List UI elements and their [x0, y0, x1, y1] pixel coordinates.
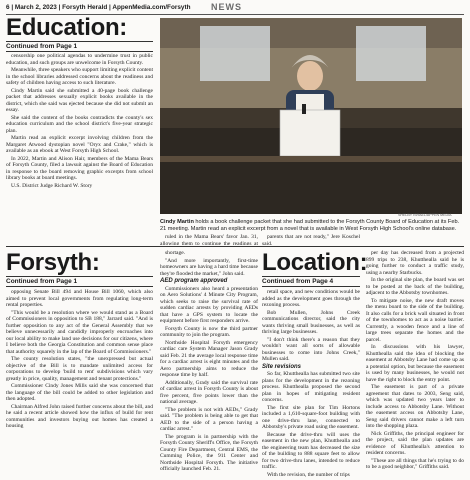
meeting-photo	[160, 18, 462, 214]
education-continued: Continued from Page 1	[6, 41, 153, 52]
paragraph: Commissioner Cindy Jones Mills said she was concerned that the language of the bill could be added to other legislation and then adopted.	[6, 383, 153, 402]
paragraph: Chairman Alfred John raised further concerns about the bill, and he said a recent article showed how the influx of build for rent communities and investors buying out homes has created a housing	[6, 403, 153, 429]
paragraph: "This would be a resolution where we would stand as a Board of Commissioners in opposition to SB 188," Jarrard said. "And is further opposition to any act of the General Assembly that we believe unnecessarily and candidly improperly encroaches into our local ability to make land use decisions for our citizens, where I believe both the Georgia Constitution and common sense place that authority squarely in the lap of the Board of Commissioners."	[6, 309, 153, 355]
paragraph: To mitigate noise, the new draft moves the menu board to the side of the building. It also calls for a brick wall situated in front of the townhomes to act as a noise barrier. Currently, a wooden fence and a line of large trees separate the homes and the parcel.	[366, 297, 464, 343]
paragraph: Because the drive-thru will uses the easement in the new plan, Khutthealla and the engineering team has decreased the size of the building to 888 square feet to allow for two drive-thru lanes, intended to reduce traffic.	[262, 431, 360, 470]
paragraph: The easement is part of a private agreement that dates to 2003, Seng said, which was updated two years later to include access to Abbotsby Lane. Without the easement access on Abbotsby Lane, Seng said drivers cannot make a left turn into the shopping plaza.	[366, 384, 464, 429]
paragraph: censorship one political agendas to undermine trust in public education, and such groups are unwelcome in Forsyth County.	[6, 53, 153, 66]
forsyth-headline: Forsyth:	[6, 249, 100, 276]
paragraph: She said the content of the books contradicts the county's sex education curriculum and the school district's five-year strategic plan.	[6, 114, 153, 134]
location-headline: Location:	[262, 249, 368, 276]
paragraph: "And more importantly, first-time homeowners are having a hard time because they're flooded the market," John said.	[160, 257, 258, 277]
education-col1	[6, 53, 153, 246]
section-divider	[6, 246, 464, 247]
location-col1	[262, 289, 360, 480]
paragraph: "The problem is not with AEDs," Grady said. "The problem is being able to get that AED to the side of a person having a cardiac arrest."	[160, 406, 258, 432]
subhead-aed: AED program approved	[160, 278, 228, 284]
paragraph: Bob Mullen, Johns Creek communications director, said the city wants thriving small businesses, as well as thriving large businesses.	[262, 309, 360, 335]
education-col3	[262, 234, 360, 245]
paragraph: ruled in the Mama Bears' favor Jan. 31, allowing them to continue the readings at	[160, 234, 258, 245]
education-headline: Education:	[6, 14, 127, 41]
forsyth-col1	[6, 289, 153, 480]
caption-name: Cindy Martin	[160, 219, 194, 225]
paragraph: Forsyth County is now the third partner community to join the program.	[160, 325, 258, 338]
folio-line: 6 | March 2, 2023 | Forsyth Herald | AppenMedia.com/Forsyth	[6, 4, 191, 11]
paragraph: Martin read an explicit excerpt involving children from the Margaret Atwood dystopian novel "Oryx and Crake," which is available as an ebook at West Forsyth High School.	[6, 135, 153, 154]
photo-caption	[160, 219, 462, 232]
paragraph: "I don't think there's a reason that they wouldn't want all sorts of allowable businesses to come into Johns Creek," Mullen said.	[262, 336, 360, 362]
location-continued: Continued from Page 4	[262, 276, 360, 287]
paragraph: In discussions with his lawyer, Khutthealla said the idea of blocking the easement at Abbotsby Lane had come up as a potential option, but because the easement is used by many businesses, he would not have the right to block the entry point.	[366, 344, 464, 383]
caption-text: holds a book challenge packet that she had submitted to the Forsyth County Board of Education at its Feb. 21 meeting. Martin read an explicit excerpt from a novel that is available in West Forsyth High School's online database.	[160, 219, 460, 232]
paragraph: In 2022, Martin and Alison Hair, members of the Mama Bears of Forsyth County, filed a lawsuit against the Board of Education in response to the board removing graphic excerpts from school library books at board meetings.	[6, 155, 153, 181]
paragraph: Cindy Martin said she submitted a 40-page book challenge packet that addresses sexually explicit books available in the district, which she said was ejected because she did not submit an essay.	[6, 87, 153, 113]
education-col2	[160, 234, 258, 245]
forsyth-col2	[160, 250, 258, 480]
paragraph: With the revision, the number of trips	[267, 471, 350, 478]
paragraph: "These are all things that he's trying to do to be a good neighbor," Griffiths said.	[366, 457, 464, 470]
paragraph: U.S. District Judge Richard W. Story	[11, 182, 93, 189]
subhead-site-revisions: Site revisions	[262, 363, 302, 370]
section-label: NEWS	[211, 2, 242, 12]
paragraph: Additionally, Grady said the survival rate of cardiac arrest in Forsyth County is about five percent, five points lower than the national average.	[160, 379, 258, 405]
paragraph: per day has decreased from a projected 899 trips to 238, Khutthealla said he is going further to conduct a traffic study, using a nearby Starbucks.	[366, 250, 464, 276]
paragraph: Meanwhile, three speakers who support limiting explicit content in the school libraries addressed concerns about the readiness and safety of children having access to such literature.	[6, 67, 153, 86]
photo-credit: SHELBY ISRAEL/APPEN MEDIA	[398, 213, 452, 217]
paragraph: The county resolution states, "the unexpressed but actual objective of the Bill is to mandate unlimited access for corporations to develop 'build to rent' subdivisions which vary greatly in price, quality, management and tenant protections."	[6, 356, 153, 382]
paragraph: parents that are not ready," Jere Koschel said.	[262, 234, 360, 245]
paragraph: Nick Griffiths, the principal engineer for the project, said the plan updates are evidence of Khutthealla's attention to resident concerns.	[366, 430, 464, 456]
paragraph: So far, Khutthealla has submitted two site plans for the development in the rezoning process. Khutthealla proposed the second plan in hopes of mitigating resident concerns.	[262, 371, 360, 403]
forsyth-continued: Continued from Page 1	[6, 276, 153, 287]
paragraph: Northside Hospital Forsyth emergency cardiac care System Manager Jason Grady said Feb. 21 the average local response time for a cardiac arrest is eight minutes and the Aero partnership aims to reduce the response time by half.	[160, 339, 258, 378]
paragraph: shortage.	[165, 250, 186, 256]
paragraph: retail space, and new conditions would be added as the development goes through the rezoning process.	[262, 289, 360, 308]
paragraph: Commissioners also heard a presentation on Aero Solutions' 4 Minute City Program, which seeks to raise the survival rate of sudden cardiac arrests by providing AEDs that have a GPS system to locate the equipment before first responders arrive.	[160, 285, 258, 324]
location-col2	[366, 250, 464, 480]
paragraph: The first site plan for Tim Hortons included a 1,610-square-foot building with one drive-thru lane, connected to Abbotsby's private road using the easement.	[262, 404, 360, 430]
photo-illustration	[160, 18, 462, 214]
paragraph: opposing Senate Bill 494 and House Bill 1060, which also aimed to prevent local governments from regulating long-term rental properties.	[6, 289, 153, 308]
paragraph: In the original site plan, the board was set to be posted at the back of the building, adjacent to the Abbotsby townhomes.	[366, 277, 464, 296]
paragraph: The program is in partnership with the Forsyth County Sheriff's Office, the Forsyth County Fire Department, Central EMS, the Cumming Police, the 911 Center and Northside Hospital Forsyth. The initiative officially launched Feb. 21.	[160, 433, 258, 472]
